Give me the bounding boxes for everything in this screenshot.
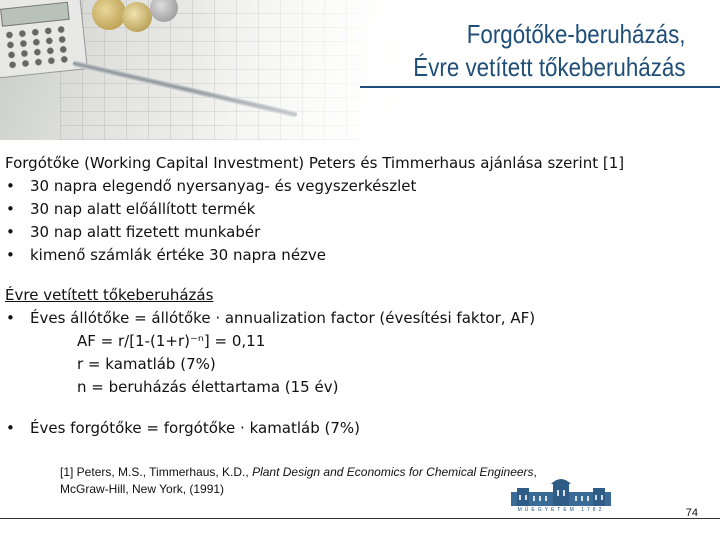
section2-list <box>5 307 705 330</box>
bullet-icon: • <box>6 246 15 264</box>
bullet-icon: • <box>6 200 15 218</box>
af-formula: AF = r/[1-(1+r)⁻ⁿ] = 0,11 <box>77 332 266 350</box>
university-logo-text: MŰEGYETEM 1782 <box>517 507 605 513</box>
book-title: Plant Design and Economics for Chemical Engineers <box>252 465 534 479</box>
list-item: • 30 nap alatt fizetett munkabér <box>5 221 705 244</box>
list-item: • 30 nap alatt előállított termék <box>5 198 705 221</box>
section1-list <box>5 175 705 267</box>
bullet-icon: • <box>6 223 15 241</box>
annual-working-capital-formula: Éves forgótőke = forgótőke · kamatláb (7%) <box>30 419 361 437</box>
coin-image <box>122 2 152 32</box>
section2-heading: Évre vetített tőkeberuházás <box>5 286 214 304</box>
title-line-2: Évre vetített tőkeberuházás <box>413 52 686 82</box>
list-item <box>5 417 705 440</box>
bullet-icon: • <box>6 309 15 327</box>
slide-title <box>414 18 686 84</box>
bullet-icon: • <box>6 419 15 437</box>
interest-rate-definition: r = kamatláb (7%) <box>77 355 216 373</box>
reference-note: [1] Peters, M.S., Timmerhaus, K.D., Plant Design and Economics for Chemical Engineers, McGraw-Hill, New York, (1991) <box>60 465 537 496</box>
page-number: 74 <box>685 507 698 519</box>
header-photo <box>0 0 420 140</box>
bullet-icon: • <box>6 177 15 195</box>
title-line-1: Forgótőke-beruházás, <box>467 19 686 49</box>
list-item: • kimenő számlák értéke 30 napra nézve <box>5 244 705 267</box>
calculator-screen <box>0 2 70 27</box>
slide-body <box>5 152 705 440</box>
section2 <box>5 284 705 440</box>
list-item: • 30 napra elegendő nyersanyag- és vegyszerkészlet <box>5 175 705 198</box>
list-item <box>5 307 705 330</box>
annual-fixed-capital-formula: Éves állótőke = állótőke · annualization factor (évesítési faktor, AF) <box>30 309 536 327</box>
section2-list-2 <box>5 417 705 440</box>
title-underline-rule <box>360 86 720 88</box>
lifetime-definition: n = beruházás élettartama (15 év) <box>77 378 339 396</box>
calculator-keys <box>2 24 74 71</box>
section1-heading: Forgótőke (Working Capital Investment) Peters és Timmerhaus ajánlása szerint [1] <box>5 154 625 172</box>
footer-rule <box>0 518 720 519</box>
